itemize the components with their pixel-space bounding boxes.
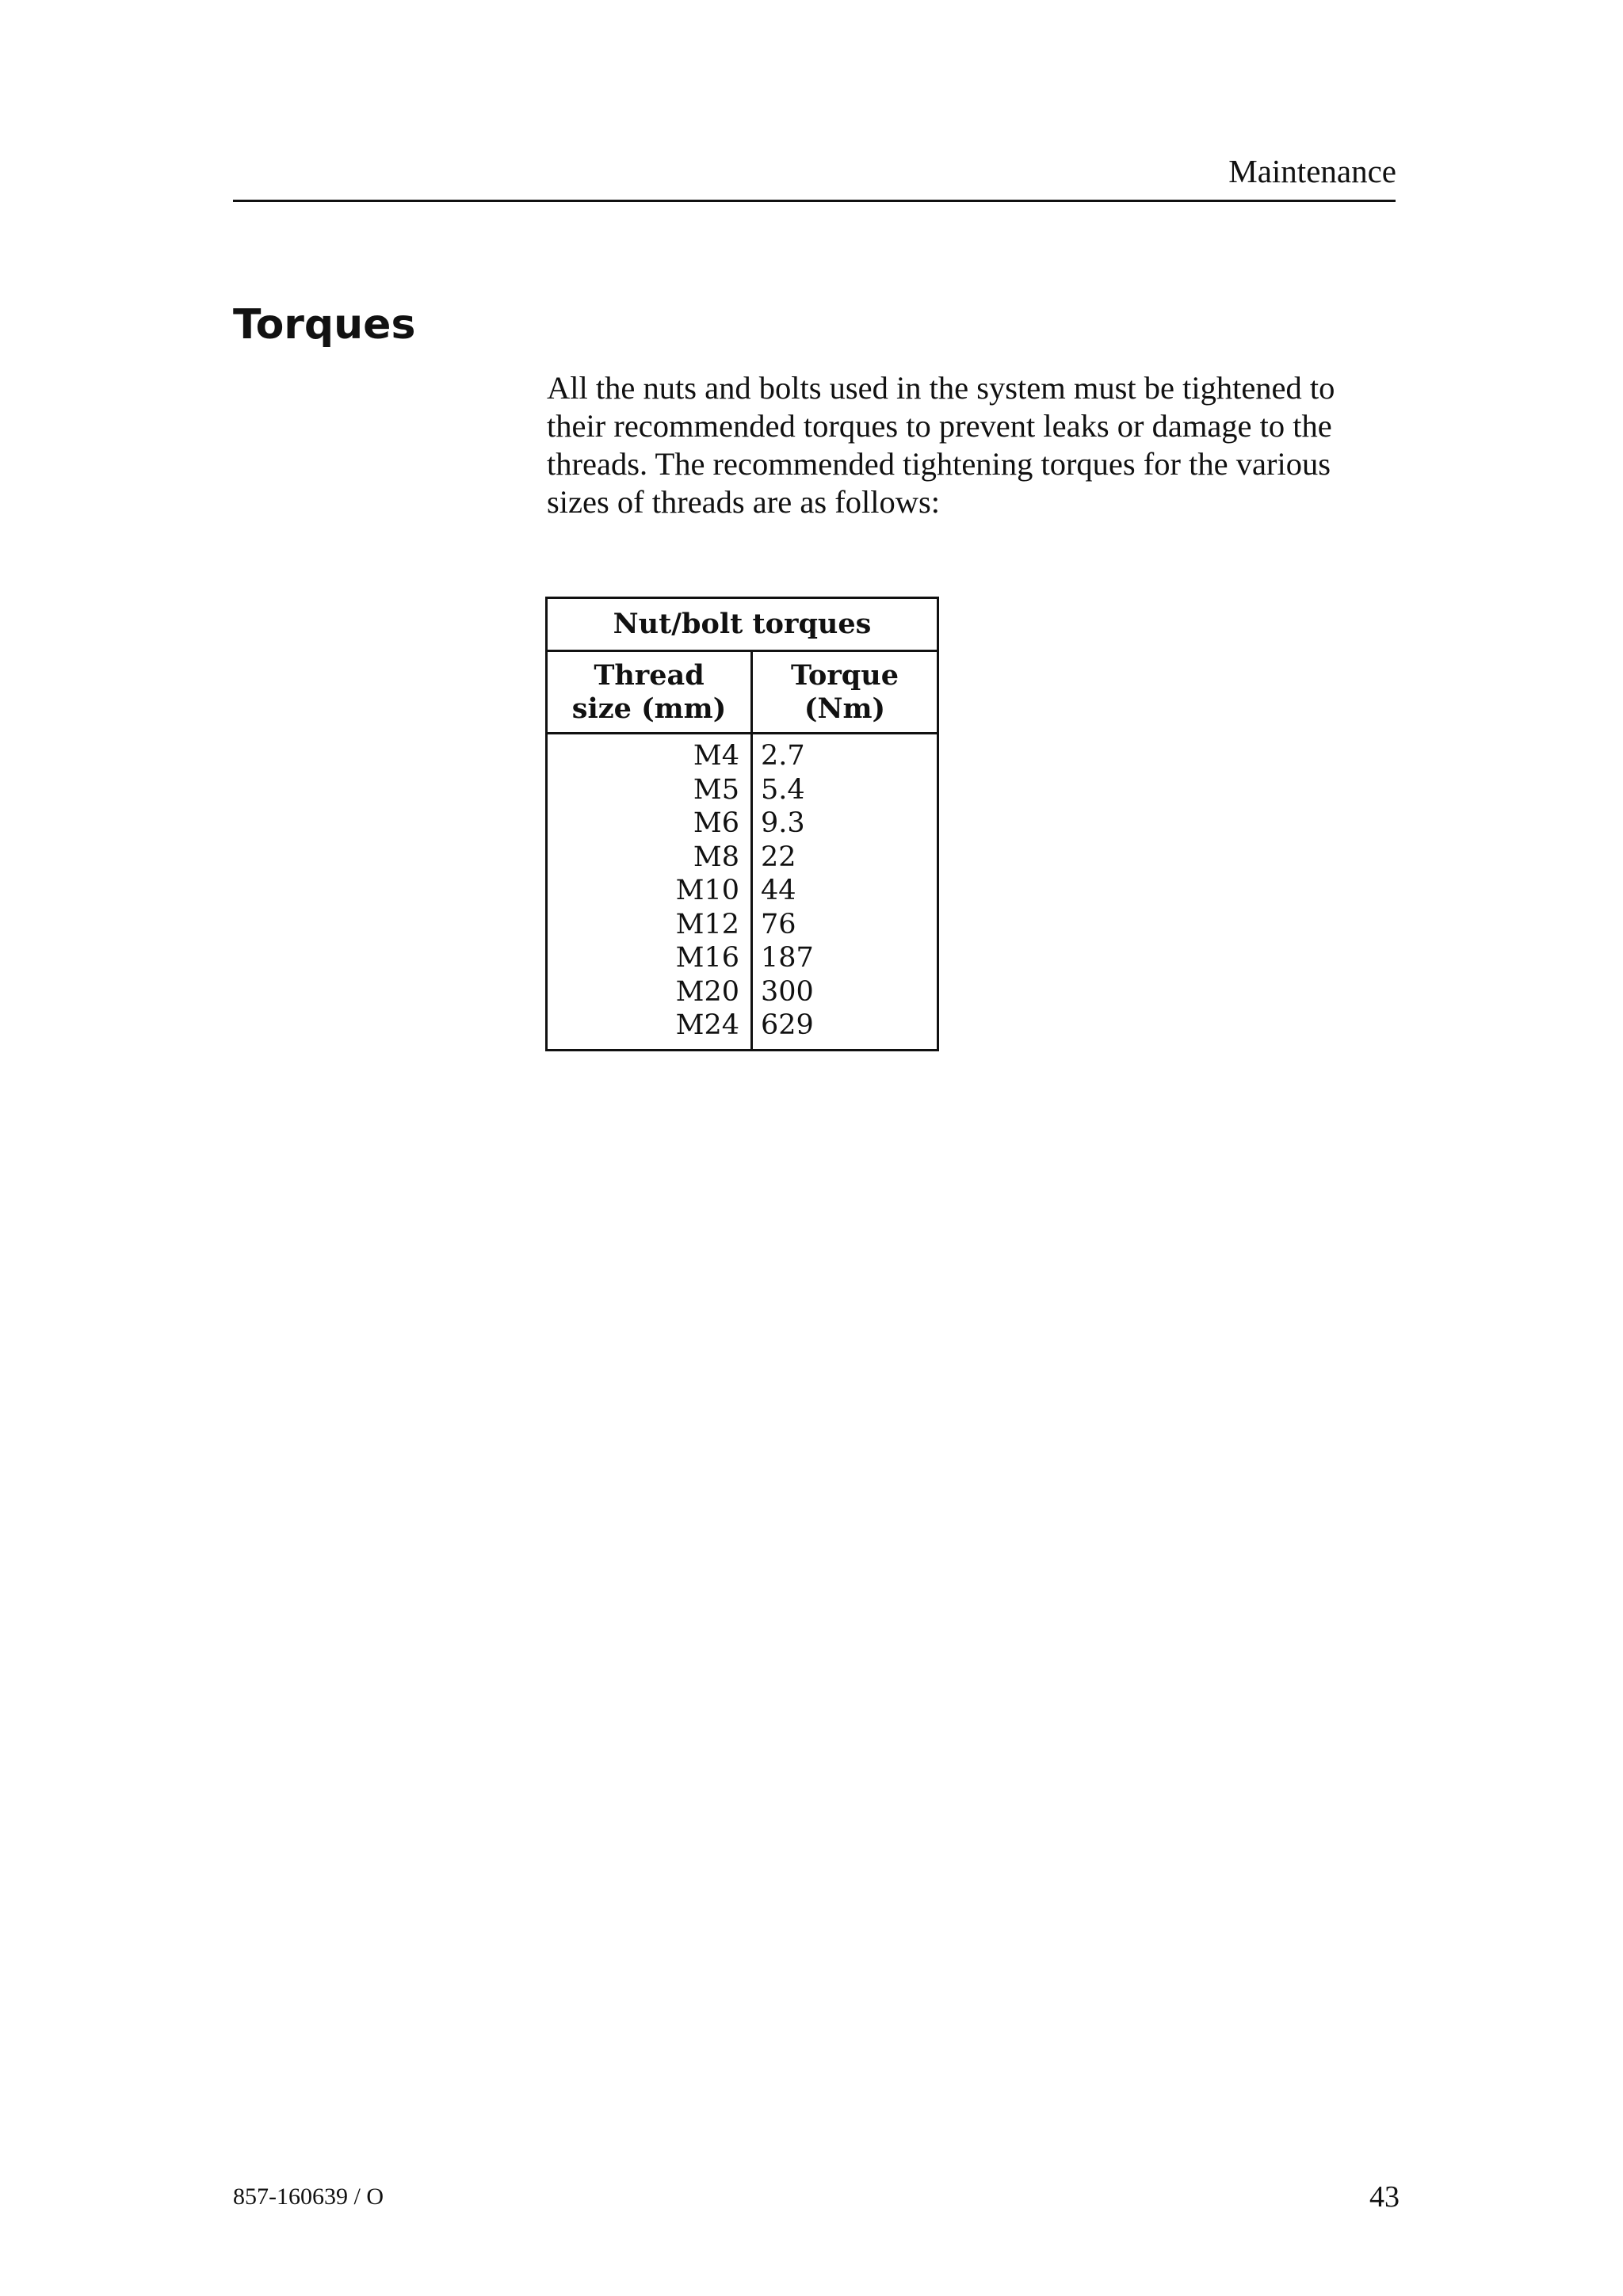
torque-column bbox=[752, 734, 938, 1051]
column-header-thread-size-line1: Thread bbox=[594, 658, 705, 692]
torque-table bbox=[545, 597, 939, 1051]
thread-size-cell: M4 bbox=[693, 740, 739, 772]
column-header-torque-line2: (Nm) bbox=[804, 692, 886, 725]
running-header: Maintenance bbox=[1228, 153, 1396, 189]
column-header-thread-size bbox=[547, 651, 752, 734]
document-number: 857-160639 / O bbox=[233, 2183, 384, 2210]
column-header-thread-size-line2: size (mm) bbox=[571, 692, 727, 725]
thread-size-cell: M6 bbox=[693, 807, 739, 839]
torque-cell: 2.7 bbox=[761, 740, 805, 772]
torque-cell: 22 bbox=[761, 841, 796, 873]
column-header-torque bbox=[752, 651, 938, 734]
thread-size-cell: M24 bbox=[675, 1009, 739, 1041]
thread-size-cell: M12 bbox=[675, 908, 739, 940]
thread-size-cell: M20 bbox=[675, 975, 739, 1008]
thread-size-column bbox=[547, 734, 752, 1051]
thread-size-cell: M16 bbox=[675, 942, 739, 974]
column-header-torque-line1: Torque bbox=[790, 658, 899, 692]
section-title: Torques bbox=[233, 301, 416, 349]
torque-cell: 629 bbox=[761, 1009, 814, 1041]
thread-size-cell: M5 bbox=[693, 773, 739, 806]
torque-cell: 300 bbox=[761, 975, 814, 1008]
torque-cell: 44 bbox=[761, 875, 796, 906]
table-caption: Nut/bolt torques bbox=[547, 598, 938, 651]
torque-cell: 187 bbox=[761, 942, 814, 974]
thread-size-cell: M8 bbox=[693, 841, 739, 873]
torque-cell: 9.3 bbox=[761, 807, 805, 839]
thread-size-cell: M10 bbox=[675, 875, 739, 906]
page-number: 43 bbox=[1369, 2180, 1400, 2214]
torque-cell: 5.4 bbox=[761, 773, 805, 806]
intro-paragraph: All the nuts and bolts used in the system must be tightened to their recommended torques to prevent leaks or damage to the threads. The recommended tightening torques for the various sizes of threads are as follows: bbox=[547, 370, 1335, 520]
header-rule bbox=[233, 200, 1396, 202]
torque-cell: 76 bbox=[761, 908, 796, 940]
